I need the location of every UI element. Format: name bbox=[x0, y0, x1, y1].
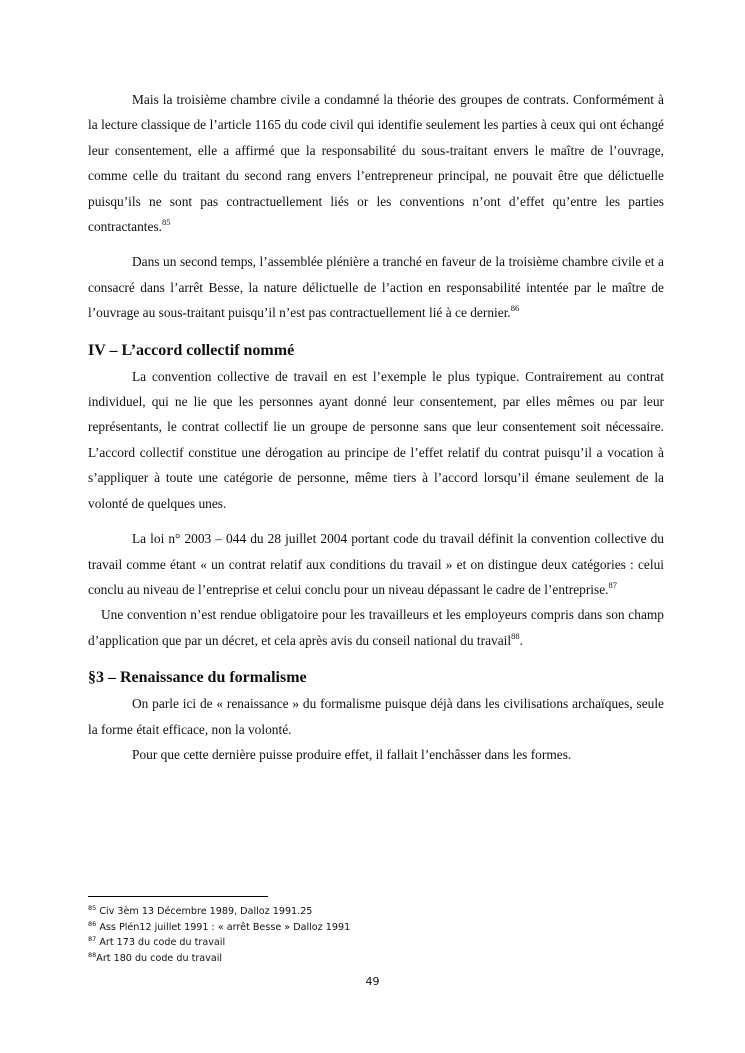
paragraph: La convention collective de travail en est l’exemple le plus typique. Contrairement au contrat individuel, qui ne lie que les personnes ayant donné leur consentement, par elles mêmes ou par leur représentants, le contrat collectif lie un groupe de personne sans que leur consentement soit nécessaire. L’accord collectif constitue une dérogation au principe de l’effet relatif du contrat puisqu’il a vocation à s’appliquer à toute une catégorie de personne, même tiers à l’accord lorsqu’il émane seulement de la volonté de quelques unes. bbox=[88, 368, 664, 511]
paragraph bbox=[88, 526, 664, 602]
paragraph bbox=[88, 87, 664, 239]
paragraph-text: Dans un second temps, l’assemblée plénière a tranché en faveur de la troisième chambre civile et a consacré dans l’arrêt Besse, la nature délictuelle de l’action en responsabilité intentée par le maître de l’ouvrage au sous-traitant puisqu’il n’est pas contractuellement lié à ce dernier. bbox=[88, 254, 664, 321]
section-heading: §3 – Renaissance du formalisme bbox=[88, 669, 307, 687]
footnotes bbox=[88, 904, 508, 966]
paragraph-text: . bbox=[519, 632, 523, 648]
footnote bbox=[88, 904, 508, 920]
paragraph: On parle ici de « renaissance » du formalisme puisque déjà dans les civilisations archaïques, seule la forme était efficace, non la volonté. bbox=[88, 696, 664, 737]
page-number: 49 bbox=[365, 975, 380, 988]
footnote-text: Art 180 du code du travail bbox=[96, 952, 223, 964]
paragraph: Pour que cette dernière puisse produire effet, il fallait l’enchâsser dans les formes. bbox=[132, 746, 572, 762]
footnote-ref[interactable]: 86 bbox=[510, 303, 520, 314]
paragraph-text: La loi n° 2003 – 044 du 28 juillet 2004 portant code du travail définit la convention collective du travail comme étant « un contrat relatif aux conditions du travail » et on distingue deux catégories : celui conclu au niveau de l’entreprise et celui conclu pour un niveau dépassant le cadre de l’entreprise. bbox=[88, 531, 664, 597]
body-text bbox=[88, 87, 664, 767]
footnote-ref[interactable]: 87 bbox=[608, 579, 618, 590]
paragraph bbox=[88, 602, 664, 653]
footnote-ref[interactable]: 88 bbox=[511, 630, 520, 641]
footnote bbox=[88, 935, 508, 951]
paragraph bbox=[88, 249, 664, 325]
footnote-number: 87 bbox=[88, 935, 97, 943]
footnote-text: Art 173 du code du travail bbox=[96, 937, 226, 948]
footnote-number: 88 bbox=[88, 950, 97, 959]
footnote-ref[interactable]: 85 bbox=[161, 217, 171, 228]
footnote-number: 85 bbox=[88, 904, 97, 912]
section-heading: IV – L’accord collectif nommé bbox=[88, 341, 295, 359]
footnote-text: Civ 3èm 13 Décembre 1989, Dalloz 1991.25 bbox=[96, 906, 313, 917]
footnote bbox=[88, 920, 508, 936]
footnote-text: Ass Plén12 juillet 1991 : « arrêt Besse » Dalloz 1991 bbox=[96, 921, 351, 933]
paragraph-text: Mais la troisième chambre civile a condamné la théorie des groupes de contrats. Conformément à la lecture classique de l’article 1165 du code civil qui identifie seulement les parties à ceux qui ont échangé leur consentement, elle a affirmé que la responsabilité du sous-traitant envers le maître de l’ouvrage, comme celle du traitant du second rang envers l’entrepreneur principal, ne pouvait être que délictuelle puisqu’ils ne sont pas contractuellement liés or les conventions n’ont d’effet qu’entre les parties contractantes. bbox=[88, 92, 664, 235]
footnote-number: 86 bbox=[88, 919, 97, 928]
footnote-separator bbox=[88, 896, 268, 897]
paragraph-text: Une convention n’est rendue obligatoire pour les travailleurs et les employeurs compris dans son champ d’application que par un décret, et cela après avis du conseil national du travail bbox=[88, 607, 664, 648]
footnote bbox=[88, 951, 508, 967]
